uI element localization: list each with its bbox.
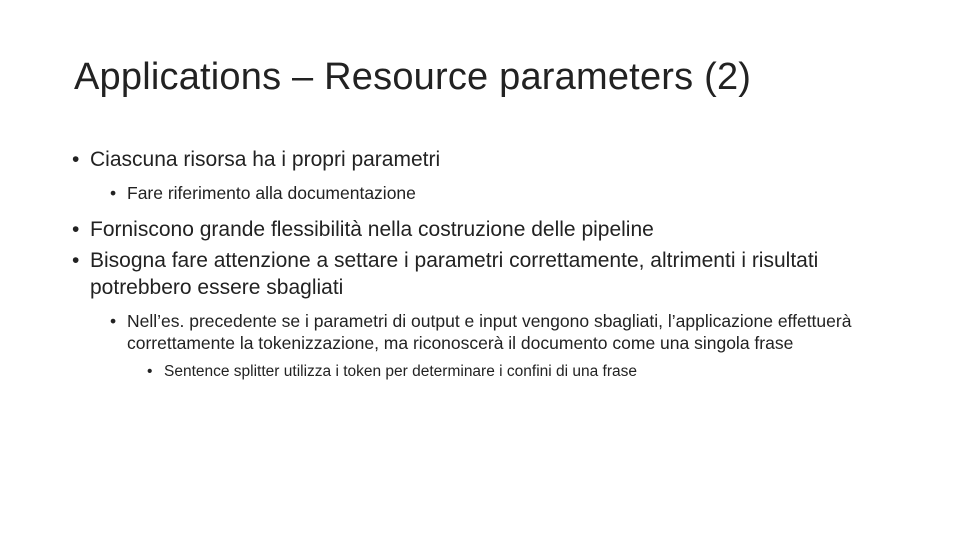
bullet-dot: • [147,363,153,380]
bullet-level3 [147,362,892,382]
bullet-level2 [110,310,892,354]
slide-body [72,146,892,382]
bullet-level2 [110,182,892,204]
bullet-text: Ciascuna risorsa ha i propri parametri [90,148,441,171]
bullet-text: Forniscono grande flessibilità nella costruzione delle pipeline [90,218,654,241]
bullet-level1 [72,247,892,301]
bullet-level1 [72,146,892,173]
bullet-text: Nell’es. precedente se i parametri di output e input vengono sbagliati, l’applicazione effettuerà correttamente la tokenizzazione, ma riconoscerà il documento come una singola frase [127,311,852,353]
bullet-dot: • [110,311,117,331]
bullet-text: Sentence splitter utilizza i token per determinare i confini di una frase [164,363,637,380]
bullet-dot: • [110,183,117,203]
bullet-level1 [72,216,892,243]
bullet-text: Bisogna fare attenzione a settare i parametri correttamente, altrimenti i risultati potrebbero essere sbagliati [90,249,819,299]
bullet-dot: • [72,218,80,241]
slide-title: Applications – Resource parameters (2) [74,56,752,98]
bullet-text: Fare riferimento alla documentazione [127,183,416,203]
bullet-dot: • [72,148,80,171]
bullet-dot: • [72,249,80,272]
